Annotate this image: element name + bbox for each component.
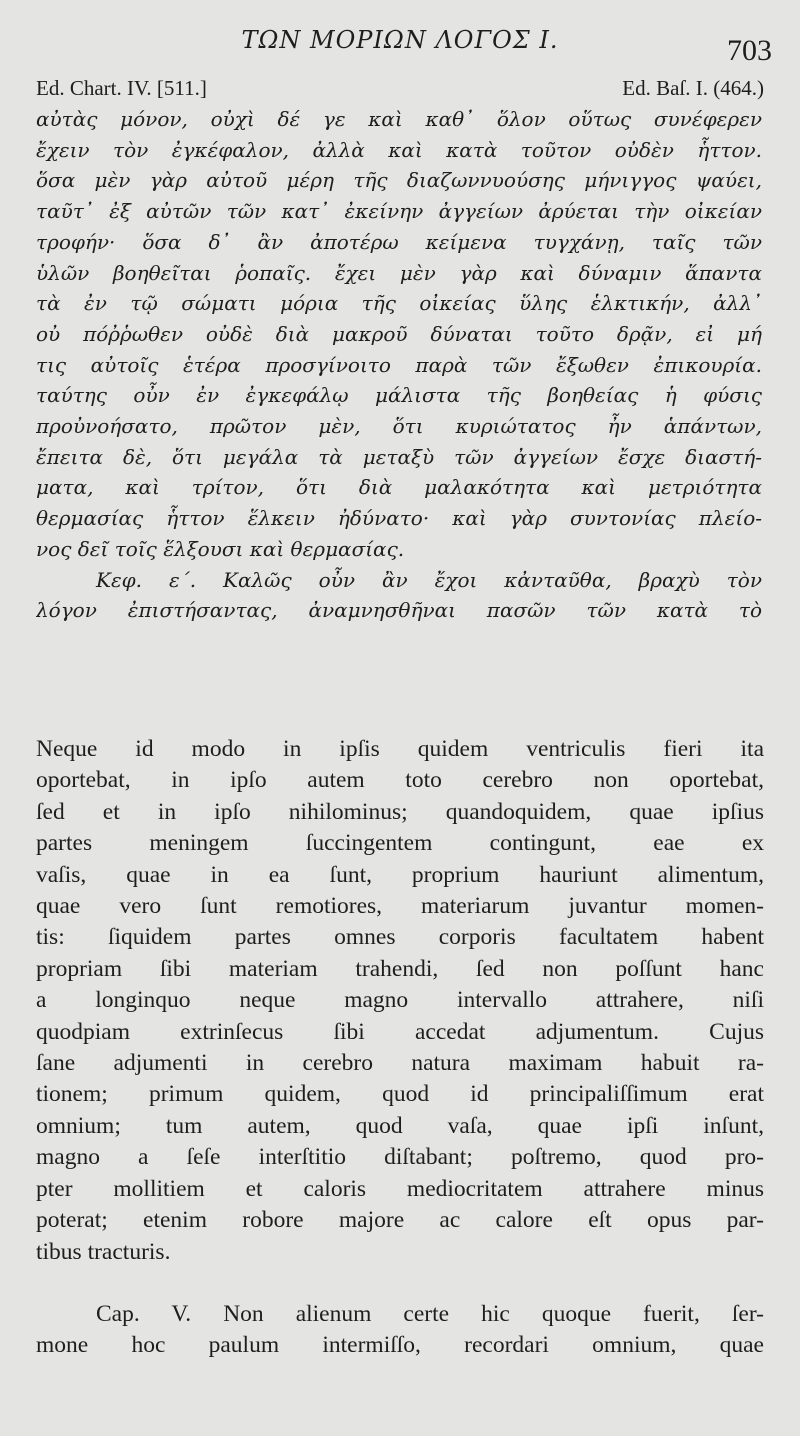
greek-chapter-heading-line: Κεφ. ε΄. Καλῶς οὖν ἂν ἔχοι κἀνταῦθα, βραχὺ τὸν: [96, 567, 762, 592]
latin-chapter-heading-line: Cap. V. Non alienum certe hic quoque fuerit, ſer-: [96, 1300, 764, 1327]
greek-text: [36, 104, 762, 626]
edition-chartier: Ed. Chart. IV. [511.]: [36, 76, 207, 100]
greek-line: ἔχειν τὸν ἐγκέφαλον, ἀλλὰ καὶ κατὰ τοῦτον οὐδὲν ἧττον.: [36, 137, 762, 162]
greek-line: αὐτὰς μόνον, οὐχὶ δέ γε καὶ καθ᾿ ὅλον οὕτως συνέφερεν: [36, 107, 762, 131]
edition-basel: Ed. Baſ. I. (464.): [622, 76, 764, 100]
greek-line: ταύτης οὖν ἐν ἐγκεφάλῳ μάλιστα τῆς βοηθείας ἡ φύσις: [36, 383, 762, 408]
greek-line: ὑλῶν βοηθεῖται ῥοπαῖς. ἔχει μὲν γὰρ καὶ δύναμιν ἅπαντα: [36, 260, 762, 285]
running-title: ΤΩΝ ΜΟΡΙΩΝ ΛΟΓΟΣ Ι.: [241, 26, 559, 54]
greek-line: προὐνοήσατο, πρῶτον μὲν, ὅτι κυριώτατος ἦν ἁπάντων,: [36, 414, 762, 439]
latin-line: tibus tracturis.: [36, 1238, 171, 1265]
latin-line: partes meningem ſuccingentem contingunt, eae ex: [36, 830, 764, 857]
latin-line: tionem; primum quidem, quod id principaliſſimum erat: [36, 1081, 764, 1108]
latin-line: ſane adjumenti in cerebro natura maximam habuit ra-: [36, 1050, 764, 1077]
latin-line: omnium; tum autem, quod vaſa, quae ipſi inſunt,: [36, 1112, 764, 1139]
greek-line: τις αὐτοῖς ἑτέρα προσγίνοιτο παρὰ τῶν ἔξωθεν ἐπικουρία.: [36, 352, 762, 377]
greek-line: τὰ ἐν τῷ σώματι μόρια τῆς οἰκείας ὕλης ἑλκτικήν, ἀλλ᾿: [36, 291, 762, 316]
greek-line: ὅσα μὲν γὰρ αὐτοῦ μέρη τῆς διαζωννυούσης μήνιγγος ψαύει,: [36, 168, 762, 193]
greek-line: νος δεῖ τοῖς ἕλξουσι καὶ θερμασίας.: [36, 536, 405, 561]
paragraph-gap: [36, 1268, 764, 1299]
latin-line: Neque id modo in ipſis quidem ventriculis fieri ita: [36, 736, 764, 762]
latin-line: tis: ſiquidem partes omnes corporis facultatem habent: [36, 924, 764, 951]
latin-line: ſed et in ipſo nihilominus; quandoquidem, quae ipſius: [36, 798, 764, 825]
edition-references: [36, 76, 764, 101]
latin-line: quodpiam extrinſecus ſibi accedat adjumentum. Cujus: [36, 1018, 764, 1045]
greek-line: οὐ πόῤῥωθεν οὐδὲ διὰ μακροῦ δύναται τοῦτο δρᾷν, εἰ μή: [36, 321, 762, 346]
page-number: 703: [727, 34, 772, 67]
greek-line: λόγον ἐπιστήσαντας, ἀναμνησθῆναι πασῶν τῶν κατὰ τὸ: [36, 598, 762, 623]
greek-line: ταῦτ᾿ ἐξ αὐτῶν τῶν κατ᾿ ἐκείνην ἀγγείων ἀρύεται τὴν οἰκείαν: [36, 199, 762, 224]
latin-line: a longinquo neque magno intervallo attrahere, niſi: [36, 987, 764, 1014]
latin-line: magno a ſeſe interſtitio diſtabant; poſtremo, quod pro-: [36, 1144, 764, 1171]
latin-line: oportebat, in ipſo autem toto cerebro non oportebat,: [36, 767, 764, 794]
greek-line: ματα, καὶ τρίτον, ὅτι διὰ μαλακότητα καὶ μετριότητα: [36, 475, 762, 500]
latin-line: mone hoc paulum intermiſſo, recordari omnium, quae: [36, 1332, 764, 1359]
greek-line: θερμασίας ἧττον ἕλκειν ἠδύνατο· καὶ γὰρ συντονίας πλείο-: [36, 506, 762, 531]
latin-text: [36, 734, 764, 1362]
greek-line: τροφήν· ὅσα δ᾿ ἂν ἀποτέρω κείμενα τυγχάνῃ, ταῖς τῶν: [36, 229, 762, 254]
latin-line: poterat; etenim robore majore ac calore eſt opus par-: [36, 1207, 764, 1234]
latin-line: quae vero ſunt remotiores, materiarum juvantur momen-: [36, 893, 764, 920]
latin-line: pter mollitiem et caloris mediocritatem attrahere minus: [36, 1175, 764, 1202]
latin-line: vaſis, quae in ea ſunt, proprium hauriunt alimentum,: [36, 861, 764, 888]
latin-line: propriam ſibi materiam trahendi, ſed non poſſunt hanc: [36, 955, 764, 982]
greek-line: ἔπειτα δὲ, ὅτι μεγάλα τὰ μεταξὺ τῶν ἀγγείων ἔσχε διαστή-: [36, 444, 762, 469]
